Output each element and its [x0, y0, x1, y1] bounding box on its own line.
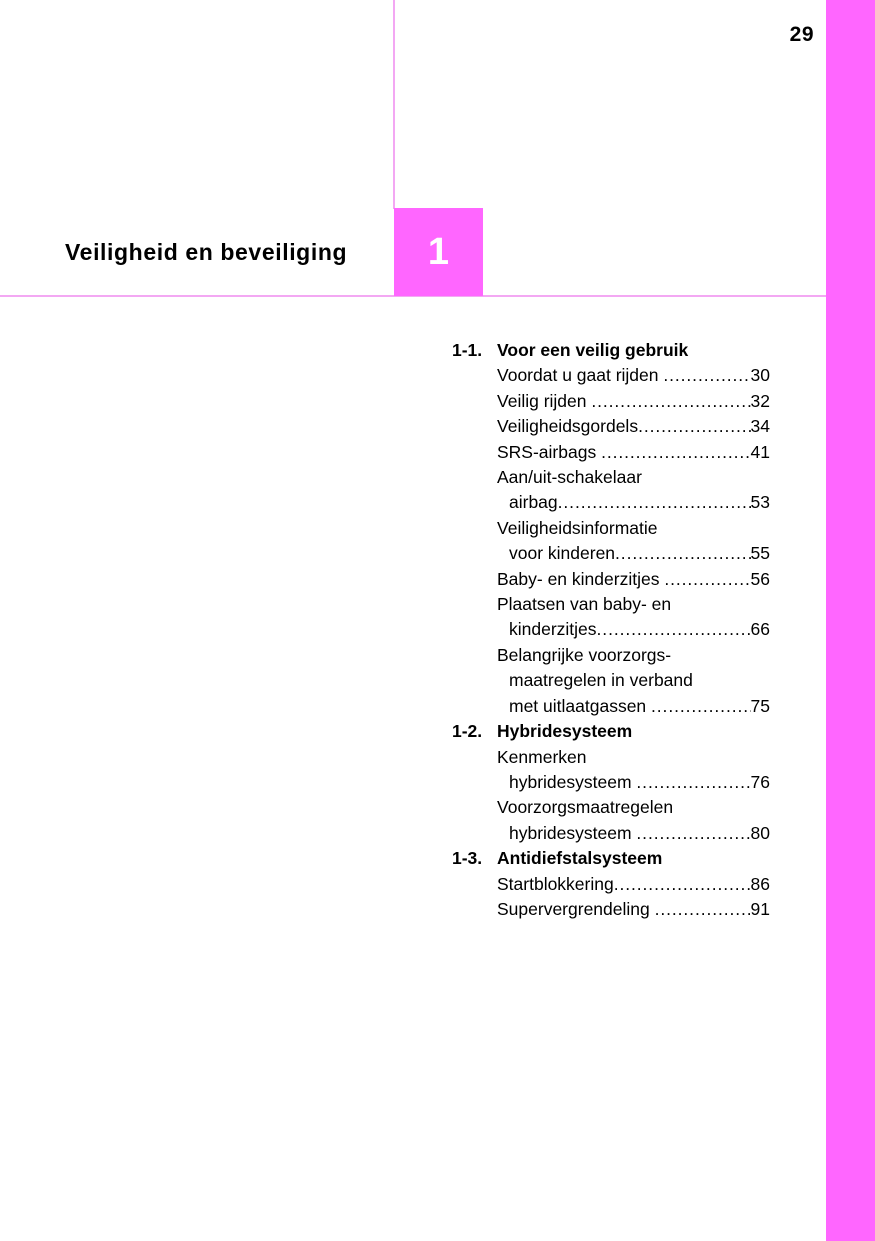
toc-entry[interactable] — [497, 516, 770, 567]
toc-entry[interactable] — [497, 795, 770, 846]
toc-dot-leader — [601, 440, 750, 465]
toc-entry-title: hybridesysteem — [509, 822, 637, 843]
toc-page-number: 30 — [750, 365, 770, 386]
toc-section-header[interactable] — [452, 846, 770, 871]
toc-page-number: 55 — [750, 543, 770, 564]
toc-entry-line: Plaatsen van baby- en — [497, 594, 672, 615]
toc-dot-leader — [597, 617, 751, 642]
toc-entry-line: Kenmerken — [497, 746, 587, 767]
chapter-number: 1 — [427, 231, 450, 273]
toc-page-number: 41 — [750, 441, 770, 462]
toc-dot-leader — [651, 694, 751, 719]
toc-entry[interactable] — [497, 363, 770, 388]
chapter-banner — [0, 208, 826, 296]
toc-section-label: Voor een veilig gebruik — [497, 340, 689, 360]
toc-entry-line: Veiligheidsinformatie — [497, 517, 658, 538]
toc-page-number: 56 — [750, 568, 770, 589]
table-of-contents — [452, 338, 770, 922]
toc-entry-line: Voorzorgsmaatregelen — [497, 797, 674, 818]
toc-page-number: 34 — [750, 416, 770, 437]
toc-dot-leader — [663, 363, 750, 388]
toc-section-number: 1-3. — [452, 848, 483, 869]
toc-entry-title: Baby- en kinderzitjes — [497, 568, 665, 589]
toc-entry-list — [497, 872, 770, 923]
toc-section-label: Hybridesysteem — [497, 721, 633, 742]
toc-entry[interactable] — [497, 440, 770, 465]
toc-dot-leader — [636, 770, 750, 795]
toc-page-number: 75 — [750, 695, 770, 716]
toc-page-number: 76 — [750, 771, 770, 792]
toc-entry[interactable] — [497, 465, 770, 516]
toc-section — [452, 338, 770, 719]
toc-page-number: 66 — [750, 619, 770, 640]
toc-entry-title: voor kinderen — [509, 543, 616, 564]
toc-page-number: 53 — [750, 492, 770, 513]
chapter-vertical-rule — [393, 0, 395, 209]
toc-section-number: 1-1. — [452, 340, 483, 360]
toc-section-header[interactable] — [452, 719, 770, 744]
toc-entry-line: Belangrijke voorzorgs- — [497, 644, 672, 665]
toc-entry[interactable] — [497, 414, 770, 439]
page-edge-accent-bar — [826, 0, 875, 1241]
toc-page-number: 32 — [750, 390, 770, 411]
toc-entry-title: hybridesysteem — [509, 771, 637, 792]
toc-entry[interactable] — [497, 567, 770, 592]
toc-page-number: 91 — [750, 898, 770, 919]
toc-entry-line: maatregelen in verband — [509, 670, 693, 691]
toc-section-label: Antidiefstalsysteem — [497, 848, 663, 869]
toc-dot-leader — [664, 567, 750, 592]
toc-dot-leader — [638, 414, 750, 439]
toc-dot-leader — [614, 872, 751, 897]
toc-entry-title: airbag — [509, 492, 558, 513]
toc-entry-title: Startblokkering — [497, 873, 614, 894]
toc-entry[interactable] — [497, 643, 770, 719]
chapter-number-tab — [394, 208, 483, 296]
page-number: 29 — [789, 23, 814, 46]
toc-entry[interactable] — [497, 745, 770, 796]
toc-entry-title: Supervergrendeling — [497, 898, 655, 919]
toc-entry[interactable] — [497, 872, 770, 897]
toc-entry-title: Veiligheidsgordels — [497, 416, 639, 437]
toc-dot-leader — [558, 490, 751, 515]
toc-page-number: 80 — [750, 822, 770, 843]
toc-entry-title: met uitlaatgassen — [509, 695, 652, 716]
toc-entry-list — [497, 363, 770, 719]
toc-entry-title: SRS-airbags — [497, 441, 602, 462]
toc-entry[interactable] — [497, 389, 770, 414]
toc-dot-leader — [655, 897, 751, 922]
toc-entry-list — [497, 745, 770, 847]
toc-section — [452, 846, 770, 922]
toc-entry-title: Voordat u gaat rijden — [497, 365, 664, 386]
toc-section — [452, 719, 770, 846]
toc-dot-leader — [591, 389, 750, 414]
toc-dot-leader — [615, 541, 750, 566]
toc-entry[interactable] — [497, 897, 770, 922]
toc-entry[interactable] — [497, 592, 770, 643]
toc-entry-line: Aan/uit-schakelaar — [497, 467, 642, 488]
toc-page-number: 86 — [750, 873, 770, 894]
toc-section-header[interactable] — [452, 338, 770, 363]
toc-dot-leader — [636, 821, 750, 846]
chapter-title: Veiligheid en beveiliging — [65, 238, 348, 265]
toc-section-number: 1-2. — [452, 721, 483, 742]
toc-entry-title: kinderzitjes — [509, 619, 597, 640]
toc-entry-title: Veilig rijden — [497, 390, 592, 411]
